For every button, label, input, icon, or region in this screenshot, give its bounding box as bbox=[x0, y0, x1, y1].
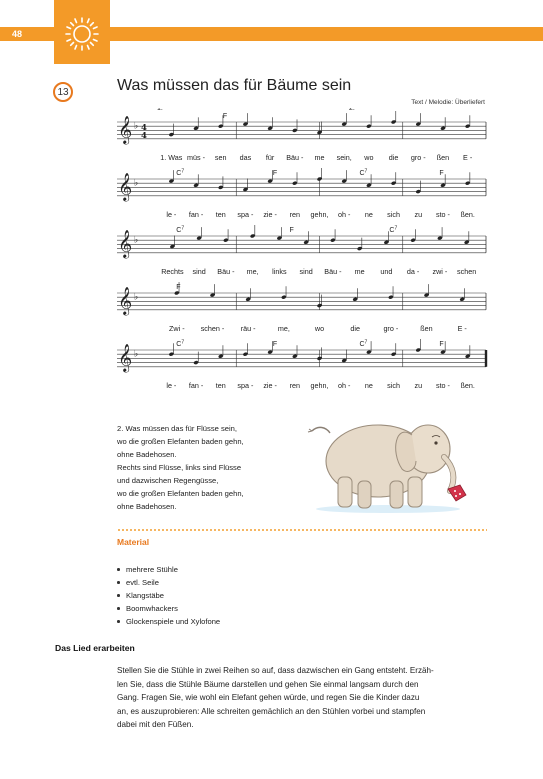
lyric-syllable: für bbox=[265, 152, 275, 162]
chord-symbol: $C^7$ bbox=[359, 168, 368, 177]
treble-clef-icon: 𝄞 bbox=[118, 229, 133, 258]
lyric-syllable: ne bbox=[364, 209, 373, 219]
lyric-syllable: zie - bbox=[263, 380, 277, 390]
lyric-syllable: me bbox=[354, 266, 365, 276]
lyric-syllable: fan - bbox=[188, 209, 204, 219]
lyric-syllable: ten bbox=[215, 380, 226, 390]
verse-line: 2. Was müssen das für Flüsse sein, bbox=[117, 424, 237, 433]
lyric-syllable: da - bbox=[406, 266, 420, 276]
lyric-syllable: gehn, bbox=[310, 380, 329, 390]
chord-symbol: $C^7$ bbox=[176, 168, 185, 177]
lyric-syllable: wo bbox=[314, 323, 325, 333]
material-heading: Material bbox=[117, 537, 150, 547]
lyric-syllable: links bbox=[272, 266, 287, 276]
song-title: Was müssen das für Bäume sein bbox=[117, 77, 352, 94]
lyric-syllable: ßen. bbox=[460, 380, 475, 390]
lyric-syllable: sind bbox=[192, 266, 206, 276]
lyric-syllable: sein, bbox=[336, 152, 352, 162]
lyric-syllable: sto - bbox=[435, 380, 450, 390]
material-item: evtl. Seile bbox=[117, 576, 220, 589]
chord-symbol: F bbox=[222, 113, 228, 120]
music-score bbox=[117, 108, 489, 390]
lyric-syllable: me bbox=[314, 152, 325, 162]
lyric-syllable: spa - bbox=[237, 380, 254, 390]
lyric-syllable: ren bbox=[289, 209, 301, 219]
material-item: mehrere Stühle bbox=[117, 563, 220, 576]
material-list bbox=[117, 563, 220, 628]
song-number: 13 bbox=[57, 87, 69, 98]
instructions-text bbox=[117, 664, 489, 732]
volta-label: 2. bbox=[349, 108, 355, 112]
lyric-syllable: zu bbox=[414, 209, 423, 219]
page-number: 48 bbox=[12, 29, 23, 39]
lyric-syllable: sich bbox=[387, 209, 400, 219]
lyric-syllable: Bäu - bbox=[324, 266, 342, 276]
lyric-syllable: ßen bbox=[420, 323, 433, 333]
song-number-badge bbox=[53, 82, 73, 102]
lyric-syllable: le - bbox=[166, 380, 177, 390]
lyric-syllable: schen - bbox=[200, 323, 225, 333]
verse-line: und dazwischen Regengüsse, bbox=[117, 476, 219, 485]
lyric-syllable: 1. Was bbox=[160, 152, 183, 162]
flat-sign-icon: ♭ bbox=[134, 121, 139, 132]
lyric-syllable: schen bbox=[457, 266, 477, 276]
lyric-syllable: das bbox=[239, 152, 252, 162]
lyric-syllable: gehn, bbox=[310, 209, 329, 219]
flat-sign-icon: ♭ bbox=[134, 235, 139, 246]
instruction-line: dabei mit den Füßen. bbox=[117, 720, 194, 730]
lyric-syllable: spa - bbox=[237, 209, 254, 219]
chord-symbol: $C^7$ bbox=[359, 339, 368, 348]
lyric-syllable: oh - bbox=[337, 209, 351, 219]
time-signature-bottom: 4 bbox=[141, 131, 147, 142]
lyric-syllable: wo bbox=[364, 152, 374, 162]
lyric-syllable: ten bbox=[215, 209, 226, 219]
sheet-music bbox=[117, 108, 489, 395]
verse-line: wo die großen Elefanten baden gehn, bbox=[117, 489, 244, 498]
lyric-syllable: die bbox=[388, 152, 399, 162]
lyric-syllable: ren bbox=[289, 380, 301, 390]
lyric-syllable: zie - bbox=[263, 209, 277, 219]
sun-icon bbox=[54, 0, 110, 64]
song-credits: Text / Melodie: Überliefert bbox=[411, 99, 485, 106]
lyric-syllable: Bäu - bbox=[286, 152, 304, 162]
treble-clef-icon: 𝄞 bbox=[118, 286, 133, 315]
lyric-syllable: und bbox=[380, 266, 393, 276]
material-item: Boomwhackers bbox=[117, 602, 220, 615]
material-item: Glockenspiele und Xylofone bbox=[117, 615, 220, 628]
lyric-syllable: gro - bbox=[410, 152, 426, 162]
chord-symbol: F bbox=[289, 227, 294, 234]
chord-symbol: F bbox=[272, 170, 278, 177]
lyric-syllable: E - bbox=[457, 323, 467, 333]
lyric-syllable: zu bbox=[414, 380, 423, 390]
lyric-syllable: sen bbox=[214, 152, 227, 162]
lyric-syllable: gro - bbox=[383, 323, 399, 333]
flat-sign-icon: ♭ bbox=[134, 292, 139, 303]
treble-clef-icon: 𝄞 bbox=[118, 115, 133, 144]
lyric-syllable: me, bbox=[246, 266, 259, 276]
lyric-syllable: me, bbox=[277, 323, 290, 333]
verse-line: ohne Badehosen. bbox=[117, 450, 177, 459]
treble-clef-icon: 𝄞 bbox=[118, 172, 133, 201]
section-heading: Das Lied erarbeiten bbox=[55, 643, 135, 653]
chord-symbol: F bbox=[272, 341, 278, 348]
chord-symbol: F bbox=[176, 284, 181, 291]
elephant-illustration bbox=[290, 405, 480, 520]
lyric-syllable: die bbox=[350, 323, 360, 333]
lyric-syllable: Bäu - bbox=[217, 266, 235, 276]
instruction-line: Stellen Sie die Stühle in zwei Reihen so auf, dass dazwischen ein Gang entsteht. Erzäh- bbox=[117, 666, 434, 675]
instruction-line: an, es auszuprobieren: Alle schreiten gemächlich an den Stühlen vorbei und stampfen bbox=[117, 706, 426, 716]
chord-symbol: $C^7$ bbox=[176, 339, 185, 348]
instruction-line: len Sie, dass die Stühle Bäume darstellen und gehen Sie einmal langsam durch den bbox=[117, 679, 419, 689]
lyric-syllable: sto - bbox=[435, 209, 450, 219]
lyric-syllable: fan - bbox=[188, 380, 204, 390]
time-signature-top: 4 bbox=[141, 122, 147, 133]
material-item: Klangstäbe bbox=[117, 589, 220, 602]
verse-line: wo die großen Elefanten baden gehn, bbox=[117, 437, 244, 446]
volta-label: 1. bbox=[157, 108, 163, 112]
instruction-line: Gang. Fragen Sie, wie wohl ein Elefant gehen würde, und regen Sie die Kinder dazu bbox=[117, 693, 420, 703]
chord-symbol: $C^7$ bbox=[389, 225, 398, 234]
lyric-syllable: E - bbox=[463, 152, 473, 162]
flat-sign-icon: ♭ bbox=[134, 349, 139, 360]
treble-clef-icon: 𝄞 bbox=[118, 343, 133, 372]
verse-line: ohne Badehosen. bbox=[117, 502, 177, 511]
sun-logo bbox=[54, 0, 110, 64]
flat-sign-icon: ♭ bbox=[134, 178, 139, 189]
dotted-divider bbox=[117, 529, 487, 531]
chord-symbol: $C^7$ bbox=[176, 225, 185, 234]
lyric-syllable: sind bbox=[299, 266, 313, 276]
lyric-syllable: Rechts bbox=[161, 266, 184, 276]
verse-2 bbox=[117, 422, 244, 513]
lyric-syllable: zwi - bbox=[432, 266, 448, 276]
lyric-syllable: oh - bbox=[337, 380, 351, 390]
lyric-syllable: le - bbox=[166, 209, 177, 219]
lyric-syllable: ßen. bbox=[460, 209, 475, 219]
lyric-syllable: ne bbox=[364, 380, 373, 390]
chord-symbol: F bbox=[439, 341, 444, 348]
lyric-syllable: sich bbox=[387, 380, 400, 390]
lyric-syllable: Zwi - bbox=[169, 323, 185, 333]
verse-line: Rechts sind Flüsse, links sind Flüsse bbox=[117, 463, 242, 472]
lyric-syllable: müs - bbox=[187, 152, 206, 162]
chord-symbol: F bbox=[439, 170, 444, 177]
lyric-syllable: räu - bbox=[240, 323, 256, 333]
lyric-syllable: ßen bbox=[436, 152, 450, 162]
